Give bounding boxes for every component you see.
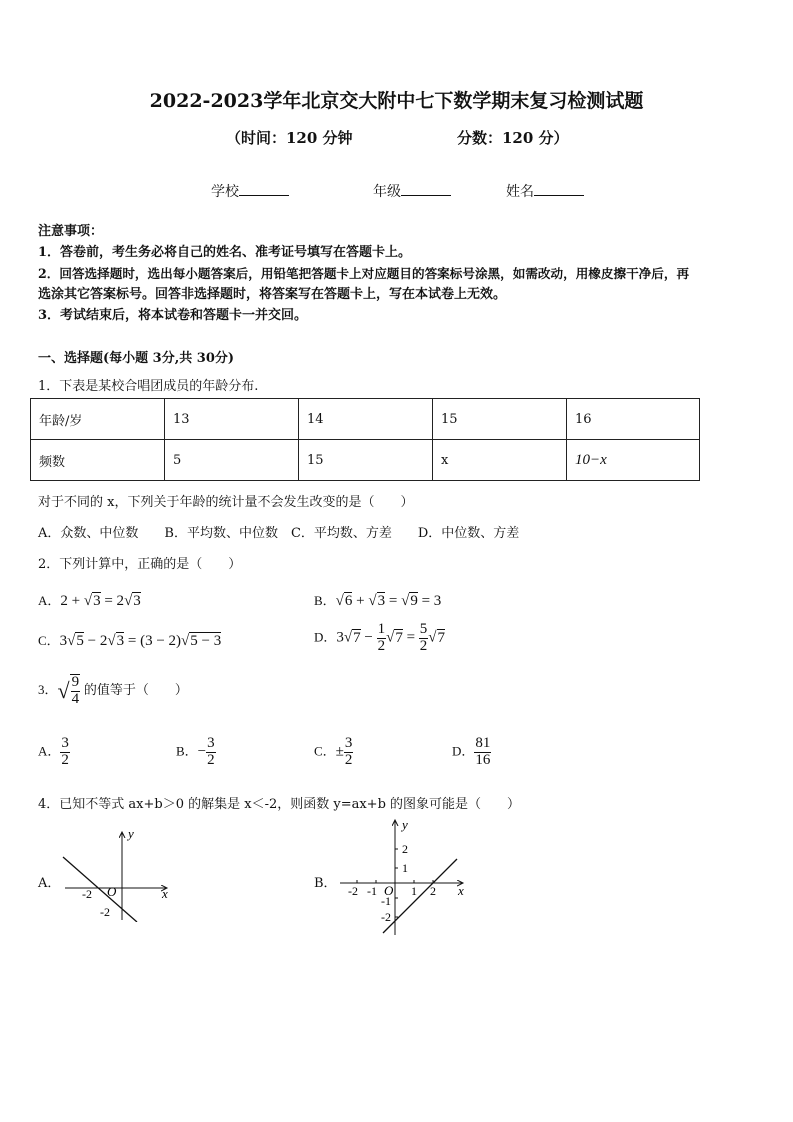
question-number: 3．: [38, 682, 58, 698]
numerator: 1: [377, 621, 386, 637]
option-label: D．: [452, 743, 475, 759]
q4-graph-b: [335, 815, 475, 940]
q2-stem: 2．下列计算中，正确的是（ ）: [38, 557, 242, 572]
q2-option-d: D．3√7 − $\frac{1}{2}$ √7 = $\frac{5}{2}$ √7: [314, 621, 446, 654]
expr: 3: [59, 633, 68, 649]
y-tick-label: -2: [381, 910, 391, 924]
q4-option-b-label: B．: [314, 876, 337, 891]
denominator: 2: [419, 637, 428, 654]
expr: = (3 − 2): [124, 633, 182, 649]
denominator: 2: [344, 751, 353, 768]
fraction: [474, 736, 491, 769]
school-blank: [239, 183, 289, 196]
radicand: 6: [344, 593, 353, 609]
radicand: 7: [437, 629, 446, 646]
option-label: C．: [38, 633, 60, 648]
expr: 3: [336, 629, 344, 646]
option-label: C．: [314, 743, 336, 759]
fraction: [344, 736, 354, 769]
origin-label: O: [384, 883, 394, 898]
x-tick-label: -2: [348, 884, 358, 898]
exam-score: 分数：120 分）: [457, 129, 569, 147]
radicand: 3: [377, 593, 386, 609]
radicand: 5 − 3: [190, 633, 222, 649]
section-heading: 一、选择题(每小题 3分,共 30分): [38, 351, 235, 366]
age-frequency-table: [30, 398, 700, 481]
fraction: [70, 674, 81, 708]
radicand: 3: [133, 593, 141, 609]
radicand: 7: [353, 629, 361, 646]
radicand: 9: [410, 593, 418, 609]
q4-option-a-label: A．: [38, 876, 61, 891]
q3-option-a: [38, 736, 70, 769]
y-axis-label: y: [128, 826, 134, 841]
numerator: 9: [71, 674, 80, 690]
y-tick-label: 1: [402, 861, 408, 875]
table-cell: 频数: [31, 440, 165, 481]
q1-stem: 1．下表是某校合唱团成员的年龄分布.: [38, 379, 259, 394]
table-cell: 13: [165, 399, 299, 440]
table-cell: x: [433, 440, 567, 481]
numerator: 3: [344, 735, 353, 751]
function-line: [383, 859, 457, 933]
table-cell: 10−x: [567, 440, 700, 481]
numerator: 3: [207, 735, 215, 751]
school-field: [211, 181, 289, 201]
denominator: 2: [207, 751, 215, 768]
radicand: 3: [93, 593, 101, 609]
fraction: [206, 736, 216, 769]
notice-heading: 注意事项：: [38, 224, 104, 239]
name-field: [506, 181, 584, 201]
notice-item-3: 3．考试结束后，将本试卷和答题卡一并交回。: [38, 308, 308, 323]
q1-question: 对于不同的 x，下列关于年龄的统计量不会发生改变的是（ ）: [38, 495, 414, 510]
option-label: A．: [38, 593, 61, 608]
x-tick-label: -1: [367, 884, 377, 898]
x-axis-label: x: [458, 883, 464, 898]
radicand: 7: [395, 629, 403, 646]
expr: =: [385, 593, 402, 609]
origin-label: O: [107, 884, 117, 899]
option-label: B．: [176, 743, 198, 759]
numerator: 3: [61, 735, 69, 751]
denominator: 2: [61, 751, 69, 768]
y-axis-label: y: [402, 817, 408, 832]
notice-item-2-line-1: 2．回答选择题时，选出每小题答案后，用铅笔把答题卡上对应题目的答案标号涂黑，如需改动，用橡皮擦干净后，再: [38, 266, 690, 281]
table-cell: 5: [165, 440, 299, 481]
expr: − 2: [83, 633, 108, 649]
fraction: [60, 736, 70, 769]
grade-blank: [401, 183, 451, 196]
expr: =: [402, 629, 419, 646]
q1-options: A．众数、中位数 B．平均数、中位数 C．平均数、方差 D．中位数、方差: [38, 526, 520, 541]
expr: −: [360, 629, 377, 646]
expr: 2 +: [60, 593, 84, 609]
table-cell: 15: [433, 399, 567, 440]
denominator: 2: [377, 637, 386, 654]
q2-option-a: A．2 + √3 = 2√3: [38, 593, 141, 609]
q3-tail: 的值等于（ ）: [83, 682, 188, 698]
x-tick-label: -2: [82, 887, 92, 901]
grade-field: [373, 181, 451, 201]
table-row: [31, 440, 700, 481]
q3-option-b: [176, 736, 216, 769]
q2-option-b: B．√6 + √3 = √9 = 3: [314, 593, 442, 609]
fraction: [377, 622, 387, 655]
exam-title: 2022-2023学年北京交大附中七下数学期末复习检测试题: [149, 90, 644, 112]
name-label: 姓名: [506, 184, 534, 200]
numerator: 5: [419, 621, 428, 637]
option-label: B．: [314, 593, 336, 608]
y-tick-label: -1: [381, 894, 391, 908]
y-tick-label: -2: [100, 905, 110, 919]
table-cell: 年龄/岁: [31, 399, 165, 440]
school-label: 学校: [211, 184, 239, 200]
numerator: 81: [475, 735, 491, 751]
grade-label: 年级: [373, 184, 401, 200]
q2-option-c: C．3√5 − 2√3 = (3 − 2)√5 − 3: [38, 633, 222, 649]
name-blank: [534, 183, 584, 196]
expr: = 3: [417, 593, 442, 609]
radicand: 3: [116, 633, 125, 649]
x-tick-label: 1: [411, 884, 417, 898]
q3-stem: 3．√ $\frac{9}{4}$ 的值等于（ ）: [38, 674, 188, 707]
x-axis-label: x: [162, 886, 168, 901]
fraction: [419, 622, 429, 655]
expr: +: [352, 593, 369, 609]
table-cell: 14: [299, 399, 433, 440]
exam-time: （时间：120 分钟: [226, 129, 353, 147]
q3-option-d: [452, 736, 491, 769]
expr: = 2: [100, 593, 125, 609]
q4-graph-a: [55, 822, 185, 922]
notice-item-1: 1．答卷前，考生务必将自己的姓名、准考证号填写在答题卡上。: [38, 245, 412, 260]
q4-stem: 4．已知不等式 ax+b＞0 的解集是 x＜-2，则函数 y=ax+b 的图象可能是（ ）: [38, 797, 521, 812]
option-label: A．: [38, 743, 61, 759]
x-tick-label: 2: [430, 884, 436, 898]
sign: ±: [335, 743, 344, 760]
sign: −: [197, 743, 207, 760]
denominator: 16: [475, 751, 491, 768]
radicand: 5: [76, 633, 84, 649]
notice-item-2-line-2: 选涂其它答案标号。回答非选择题时，将答案写在答题卡上，写在本试卷上无效。: [38, 287, 507, 302]
table-cell: 16: [567, 399, 700, 440]
table-row: [31, 399, 700, 440]
q3-option-c: [314, 736, 353, 769]
y-tick-label: 2: [402, 842, 408, 856]
option-label: D．: [314, 629, 337, 645]
denominator: 4: [71, 690, 80, 707]
table-cell: 15: [299, 440, 433, 481]
